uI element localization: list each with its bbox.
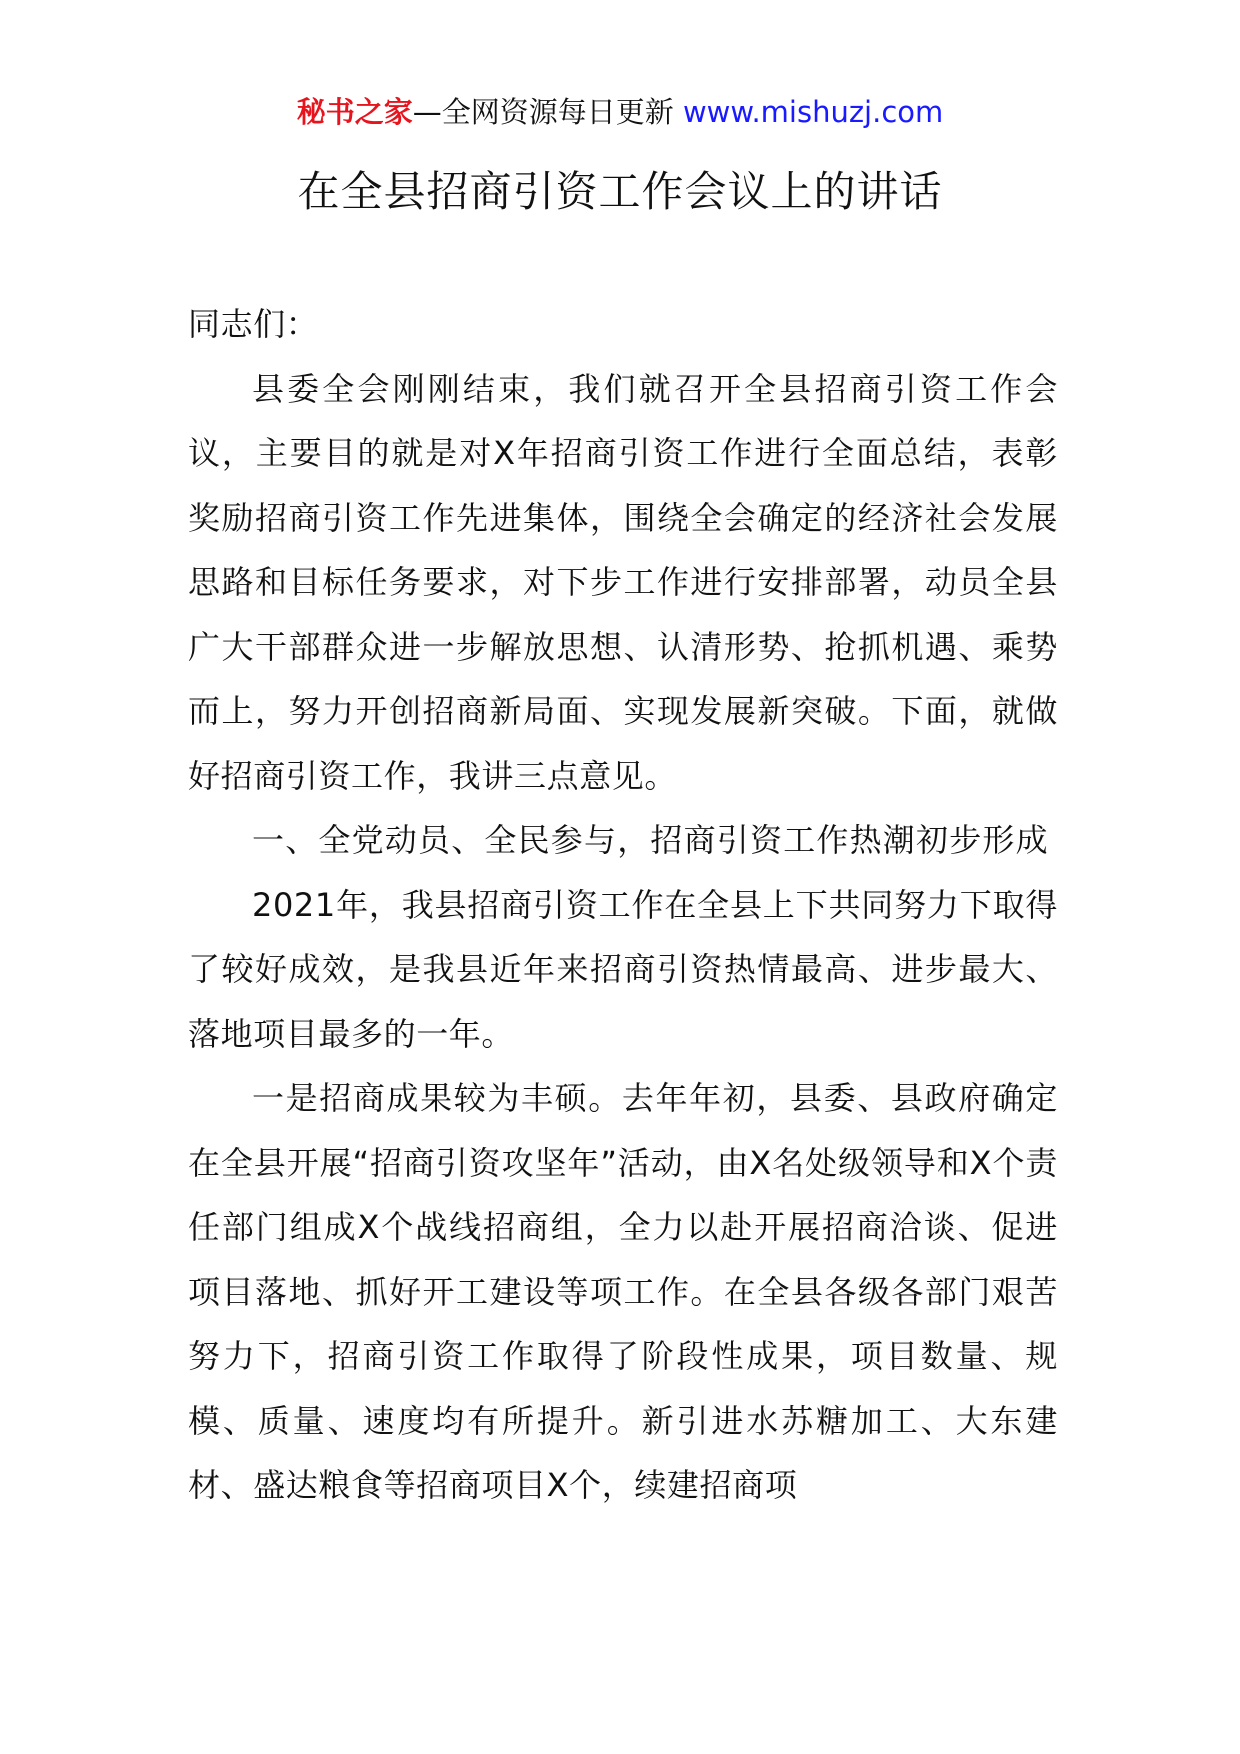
- paragraph-achievements: 一是招商成果较为丰硕。去年年初，县委、县政府确定在全县开展“招商引资攻坚年”活动，由X名处级领导和X个责任部门组成X个战线招商组，全力以赴开展招商洽谈、促进项目落地、抓好开工建设等项工作。在全县各级各部门艰苦努力下，招商引资工作取得了阶段性成果，项目数量、规模、质量、速度均有所提升。新引进水苏糖加工、大东建材、盛达粮食等招商项目X个，续建招商项: [188, 1079, 1058, 1504]
- watermark-header: [0, 92, 1240, 132]
- salutation: 同志们：: [188, 305, 319, 343]
- document-body: [188, 292, 1058, 1518]
- paragraph-2021-summary: 2021年，我县招商引资工作在全县上下共同努力下取得了较好成效，是我县近年来招商引资热情最高、进步最大、落地项目最多的一年。: [188, 885, 1058, 1053]
- section-heading-1: 一、全党动员、全民参与，招商引资工作热潮初步形成: [252, 821, 1049, 859]
- header-tagline: —全网资源每日更新: [412, 95, 683, 129]
- paragraph-intro: 县委全会刚刚结束，我们就召开全县招商引资工作会议，主要目的就是对X年招商引资工作进行全面总结，表彰奖励招商引资工作先进集体，围绕全会确定的经济社会发展思路和目标任务要求，对下步工作进行安排部署，动员全县广大干部群众进一步解放思想、认清形势、抢抓机遇、乘势而上，努力开创招商新局面、实现发展新突破。下面，就做好招商引资工作，我讲三点意见。: [188, 369, 1058, 795]
- site-url: www.mishuzj.com: [682, 95, 944, 129]
- brand-name: 秘书之家: [296, 95, 413, 129]
- document-title: 在全县招商引资工作会议上的讲话: [297, 167, 943, 216]
